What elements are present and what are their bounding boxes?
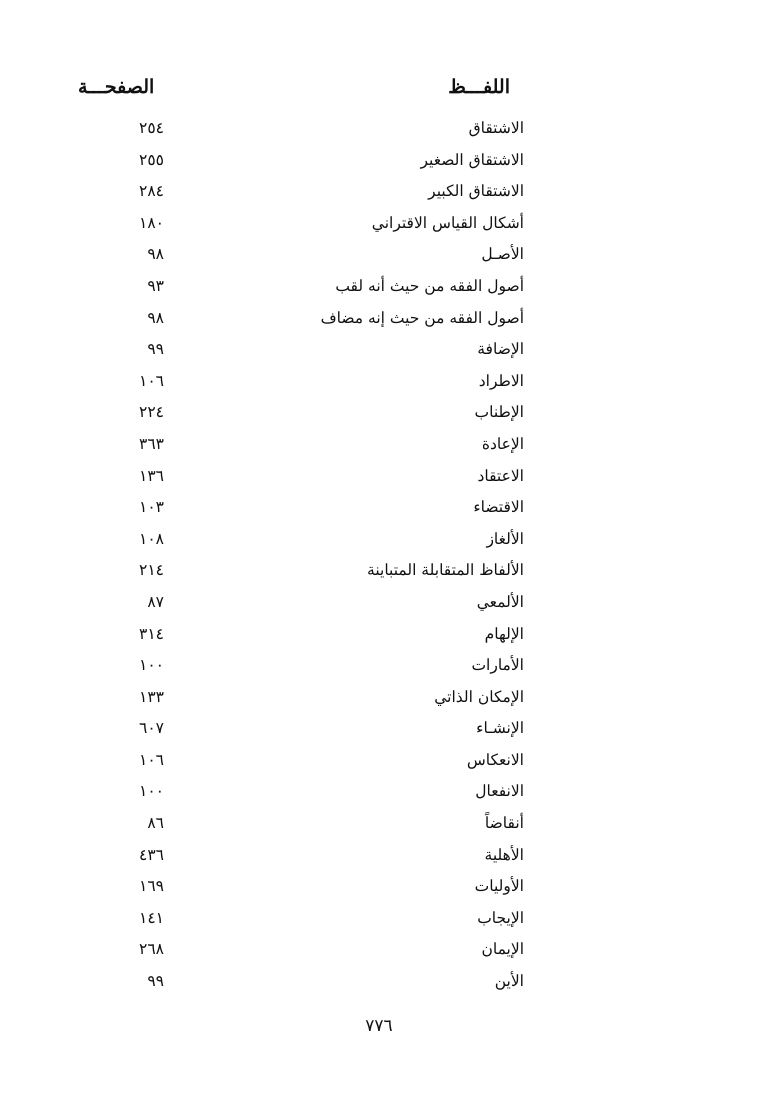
entry-term: الانفعال: [475, 782, 524, 801]
entry-term: الإيجاب: [477, 908, 524, 927]
entry-term: الأهلية: [484, 845, 524, 864]
index-entry: [0, 905, 758, 937]
entry-page-number: ٦٠٧: [139, 719, 164, 738]
entry-term: الأمارات: [471, 656, 524, 675]
index-entry: [0, 684, 758, 716]
entry-page-number: ٩٣: [147, 276, 164, 295]
index-entry: [0, 399, 758, 431]
entry-term: أصول الفقه من حيث إنه مضاف: [320, 308, 524, 327]
entry-term: الإيمان: [481, 940, 524, 959]
index-entry: [0, 463, 758, 495]
index-entry: [0, 810, 758, 842]
entry-page-number: ٢١٤: [139, 561, 164, 580]
index-entry: [0, 368, 758, 400]
index-entry: [0, 431, 758, 463]
index-entry: [0, 305, 758, 337]
entry-page-number: ١٣٦: [139, 466, 164, 485]
index-entry: [0, 747, 758, 779]
entry-page-number: ١٤١: [139, 908, 164, 927]
entry-page-number: ٨٦: [147, 814, 164, 833]
entry-term: الإنشـاء: [476, 719, 524, 738]
entry-page-number: ٢٦٨: [139, 940, 164, 959]
entry-page-number: ٩٨: [147, 245, 164, 264]
entry-term: الألمعي: [476, 592, 524, 611]
entry-page-number: ٨٧: [147, 592, 164, 611]
entry-page-number: ٩٨: [147, 308, 164, 327]
index-entry: [0, 273, 758, 305]
entry-term: الاشتقاق الصغير: [420, 150, 524, 169]
entry-term: الإعادة: [481, 434, 524, 453]
entry-term: الاطراد: [478, 371, 524, 390]
entry-page-number: ٢٥٤: [139, 119, 164, 137]
entry-term: الاشتقاق: [468, 119, 524, 137]
entry-page-number: ٩٩: [147, 340, 164, 359]
index-entry: [0, 715, 758, 747]
index-entry: [0, 147, 758, 179]
index-entry: [0, 842, 758, 874]
entry-term: الأين: [494, 972, 524, 991]
entry-page-number: ٢٢٤: [139, 403, 164, 422]
index-list: [0, 115, 758, 1000]
entry-page-number: ١٨٠: [139, 213, 164, 232]
index-entry: [0, 621, 758, 653]
entry-term: أنقاضاً: [484, 814, 524, 833]
index-entry: [0, 526, 758, 558]
entry-term: الاشتقاق الكبير: [428, 182, 524, 201]
index-entry: [0, 336, 758, 368]
entry-page-number: ١٠٦: [139, 371, 164, 390]
entry-page-number: ١٣٣: [139, 687, 164, 706]
index-entry: [0, 241, 758, 273]
entry-term: الانعكاس: [466, 750, 524, 769]
entry-page-number: ٢٨٤: [139, 182, 164, 201]
entry-page-number: ١٠٣: [139, 498, 164, 517]
entry-page-number: ١٠٠: [139, 782, 164, 801]
entry-page-number: ١٠٨: [139, 529, 164, 548]
index-entry: [0, 652, 758, 684]
entry-page-number: ٤٣٦: [139, 845, 164, 864]
entry-term: الإلهام: [484, 624, 524, 643]
entry-page-number: ٢٥٥: [139, 150, 164, 169]
entry-term: الإطناب: [474, 403, 524, 422]
page-column-heading: الصفحـــة: [78, 76, 155, 98]
entry-term: أصول الفقه من حيث أنه لقب: [335, 276, 524, 295]
index-entry: [0, 557, 758, 589]
entry-page-number: ٣٦٣: [139, 434, 164, 453]
index-entry: [0, 115, 758, 147]
entry-term: الألفاظ المتقابلة المتباينة: [367, 561, 524, 580]
index-entry: [0, 210, 758, 242]
entry-term: الإضافة: [477, 340, 524, 359]
entry-term: الاعتقاد: [477, 466, 524, 485]
index-entry: [0, 968, 758, 1000]
entry-page-number: ٣١٤: [139, 624, 164, 643]
index-entry: [0, 778, 758, 810]
index-entry: [0, 494, 758, 526]
index-entry: [0, 589, 758, 621]
entry-term: أشكال القياس الاقتراني: [371, 213, 524, 232]
entry-term: الاقتضاء: [473, 498, 524, 517]
page-number: ٧٧٦: [365, 1016, 393, 1036]
entry-page-number: ١٦٩: [139, 877, 164, 896]
index-entry: [0, 178, 758, 210]
term-column-heading: اللفـــظ: [448, 76, 510, 98]
entry-term: الألغاز: [486, 529, 524, 548]
index-entry: [0, 936, 758, 968]
entry-page-number: ٩٩: [147, 972, 164, 991]
index-entry: [0, 873, 758, 905]
index-header: [0, 76, 758, 106]
entry-page-number: ١٠٠: [139, 656, 164, 675]
entry-page-number: ١٠٦: [139, 750, 164, 769]
entry-term: الأوليات: [474, 877, 524, 896]
entry-term: الإمكان الذاتي: [434, 687, 524, 706]
entry-term: الأصـل: [481, 245, 524, 264]
